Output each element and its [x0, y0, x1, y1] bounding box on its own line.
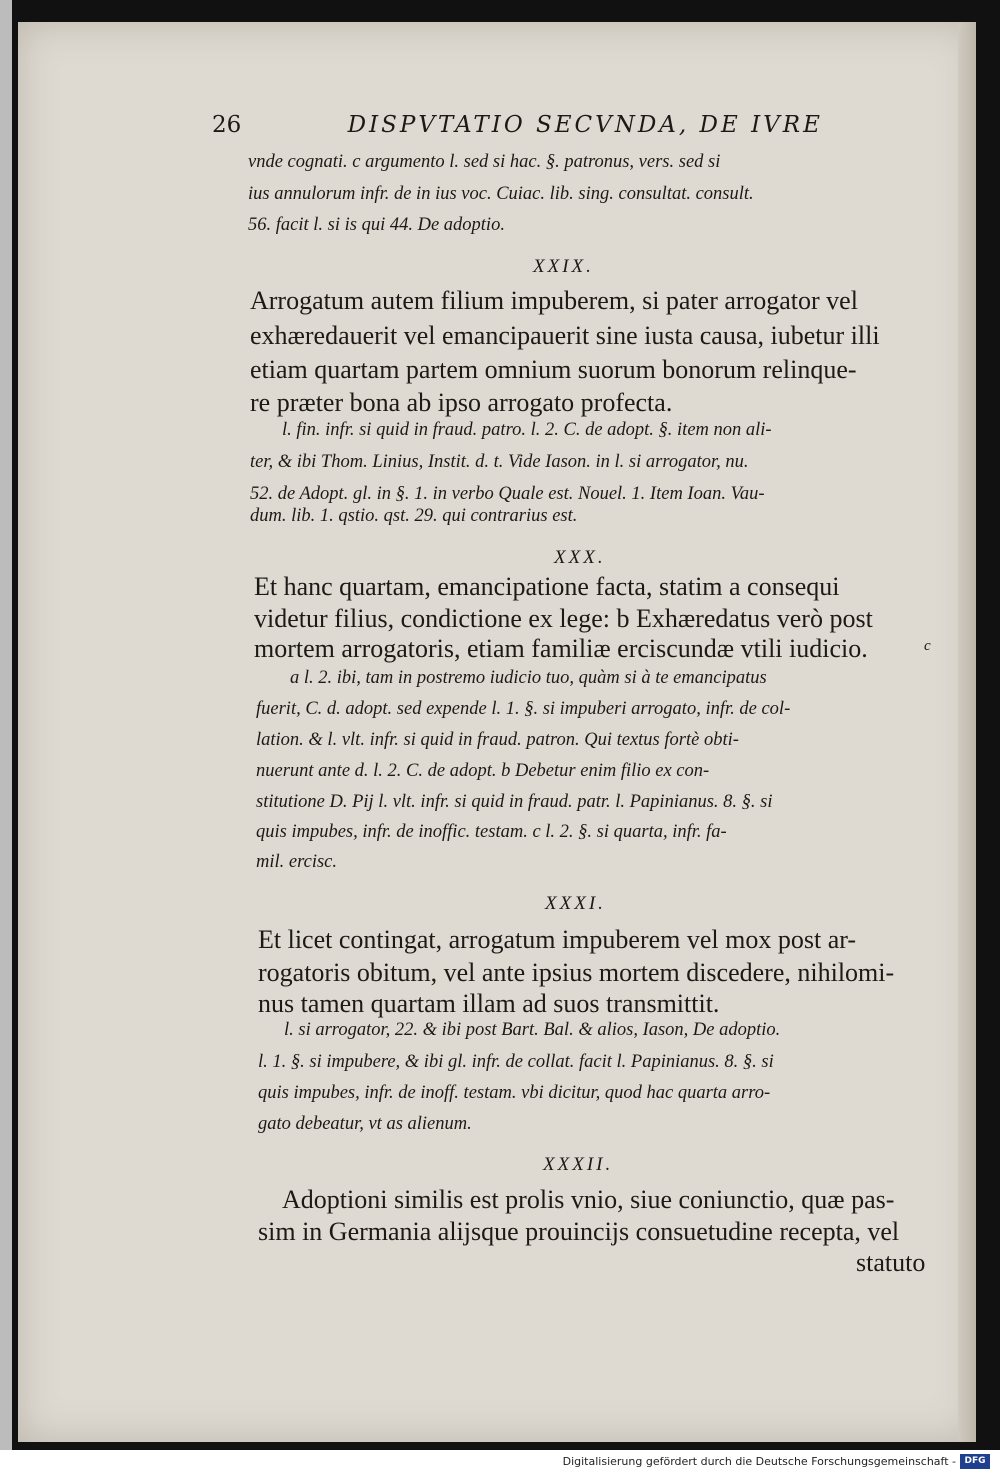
main-text-line: nus tamen quartam illam ad suos transmittit. — [258, 989, 720, 1018]
note-line: l. si arrogator, 22. & ibi post Bart. Bal. & alios, Iason, De adoptio. — [284, 1020, 781, 1040]
main-text-line: videtur filius, condictione ex lege: b Exhæredatus verò post — [254, 604, 873, 633]
margin-mark: c — [924, 638, 931, 654]
note-line: vnde cognati. c argumento l. sed si hac. §. patronus, vers. sed si — [248, 152, 721, 172]
catchword: statuto — [856, 1248, 926, 1277]
note-line: mil. ercisc. — [256, 852, 338, 872]
section-heading: XXIX. — [533, 256, 594, 277]
note-line: l. fin. infr. si quid in fraud. patro. l. 2. C. de adopt. §. item non ali- — [282, 420, 772, 440]
main-text-line: Et hanc quartam, emancipatione facta, statim a consequi — [254, 572, 840, 601]
main-text-line: Adoptioni similis est prolis vnio, siue coniunctio, quæ pas- — [282, 1185, 895, 1214]
page-edge — [958, 22, 976, 1442]
note-line: stitutione D. Pij l. vlt. infr. si quid in fraud. patr. l. Papinianus. 8. §. si — [256, 792, 773, 812]
note-line: ius annulorum infr. de in ius voc. Cuiac. lib. sing. consultat. consult. — [248, 184, 754, 204]
note-line: l. 1. §. si impubere, & ibi gl. infr. de collat. facit l. Papinianus. 8. §. si — [258, 1052, 774, 1072]
page-number: 26 — [212, 112, 242, 138]
note-line: lation. & l. vlt. infr. si quid in fraud. patron. Qui textus fortè obti- — [256, 730, 739, 750]
note-line: 56. facit l. si is qui 44. De adoptio. — [248, 215, 505, 235]
section-heading: XXXI. — [545, 893, 606, 914]
note-line: nuerunt ante d. l. 2. C. de adopt. b Debetur enim filio ex con- — [256, 761, 710, 781]
main-text-line: mortem arrogatoris, etiam familiæ erciscundæ vtili iudicio. — [254, 634, 868, 663]
note-line: dum. lib. 1. qstio. qst. 29. qui contrarius est. — [250, 506, 578, 526]
footer-credit: Digitalisierung gefördert durch die Deutsche Forschungsgemeinschaft - — [562, 1455, 956, 1468]
main-text-line: rogatoris obitum, vel ante ipsius mortem discedere, nihilomi- — [258, 958, 895, 987]
note-line: fuerit, C. d. adopt. sed expende l. 1. §. si impuberi arrogato, infr. de col- — [256, 699, 791, 719]
running-title: DISPVTATIO SECVNDA, DE IVRE — [347, 112, 823, 138]
main-text-line: Arrogatum autem filium impuberem, si pater arrogator vel — [250, 286, 858, 315]
main-text-line: exhæredauerit vel emancipauerit sine iusta causa, iubetur illi — [250, 321, 880, 350]
note-line: a l. 2. ibi, tam in postremo iudicio tuo, quàm si à te emancipatus — [290, 668, 767, 688]
note-line: quis impubes, infr. de inoffic. testam. c l. 2. §. si quarta, infr. fa- — [256, 822, 727, 842]
main-text-line: re præter bona ab ipso arrogato profecta. — [250, 388, 673, 417]
dfg-logo: DFG — [960, 1454, 990, 1469]
scan-ruler — [0, 0, 12, 1474]
note-line: 52. de Adopt. gl. in §. 1. in verbo Quale est. Nouel. 1. Item Ioan. Vau- — [250, 484, 765, 504]
main-text-line: Et licet contingat, arrogatum impuberem vel mox post ar- — [258, 925, 857, 954]
note-line: gato debeatur, vt as alienum. — [258, 1114, 472, 1134]
running-header — [212, 112, 823, 138]
section-heading: XXXII. — [543, 1154, 614, 1175]
note-line: ter, & ibi Thom. Linius, Instit. d. t. Vide Iason. in l. si arrogator, nu. — [250, 452, 749, 472]
section-heading: XXX. — [554, 547, 606, 568]
main-text-line: etiam quartam partem omnium suorum bonorum relinque- — [250, 355, 857, 384]
note-line: quis impubes, infr. de inoff. testam. vbi dicitur, quod hac quarta arro- — [258, 1083, 771, 1103]
main-text-line: sim in Germania alijsque prouincijs consuetudine recepta, vel — [258, 1217, 900, 1246]
